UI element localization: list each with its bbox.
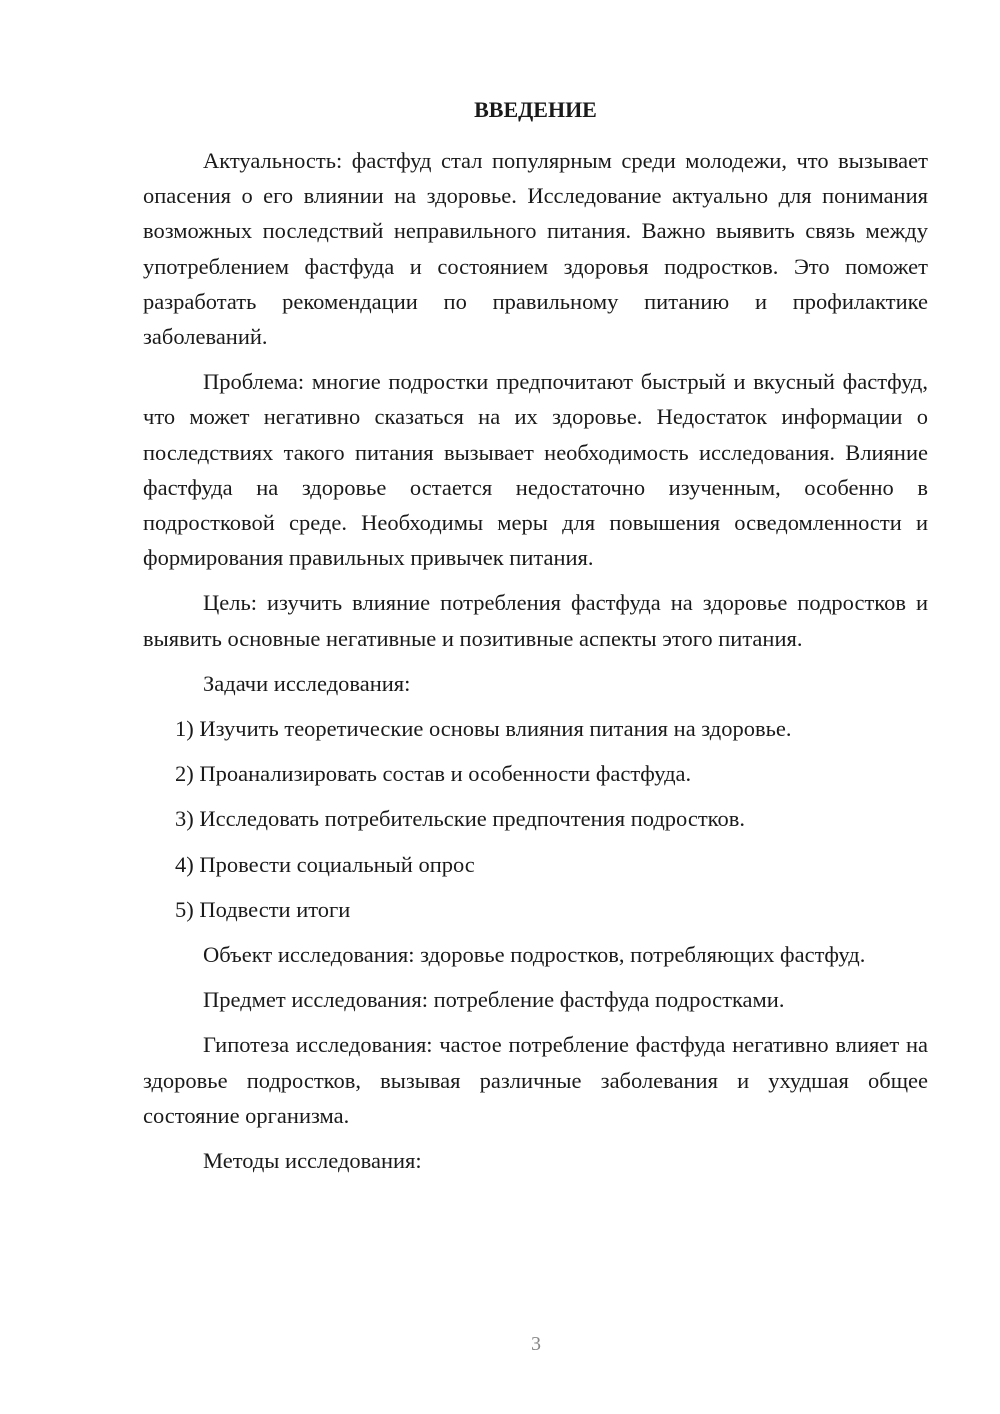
problem-paragraph: Проблема: многие подростки предпочитают быстрый и вкусный фастфуд, что может негативно сказаться на их здоровье. Недостаток информации о последствиях такого питания вызывает необходимость исследования. Влияние фастфуда на здоровье остается недостаточно изученным, особенно в подростковой среде. Необходимы меры для повышения осведомленности и формирования правильных привычек питания. bbox=[143, 369, 928, 571]
page-title: ВВЕДЕНИЕ bbox=[474, 97, 597, 122]
list-item: 2) Проанализировать состав и особенности фастфуда. bbox=[175, 761, 692, 787]
object-paragraph: Объект исследования: здоровье подростков, потребляющих фастфуд. bbox=[203, 942, 866, 968]
hypothesis-paragraph: Гипотеза исследования: частое потребление фастфуда негативно влияет на здоровье подростков, вызывая различные заболевания и ухудшая общее состояние организма. bbox=[143, 1032, 928, 1128]
list-item: 3) Исследовать потребительские предпочтения подростков. bbox=[175, 806, 745, 832]
list-item: 1) Изучить теоретические основы влияния питания на здоровье. bbox=[175, 716, 792, 742]
goal-paragraph: Цель: изучить влияние потребления фастфуда на здоровье подростков и выявить основные негативные и позитивные аспекты этого питания. bbox=[143, 590, 928, 651]
list-item: 5) Подвести итоги bbox=[175, 896, 351, 922]
page-number: 3 bbox=[531, 1333, 541, 1355]
subject-paragraph: Предмет исследования: потребление фастфуда подростками. bbox=[203, 987, 785, 1013]
tasks-heading: Задачи исследования: bbox=[203, 670, 411, 696]
relevance-paragraph: Актуальность: фастфуд стал популярным среди молодежи, что вызывает опасения о его влиянии на здоровье. Исследование актуально для понимания возможных последствий неправильного питания. Важно выявить связь между употреблением фастфуда и состоянием здоровья подростков. Это поможет разработать рекомендации по правильному питанию и профилактике заболеваний. bbox=[143, 148, 928, 350]
list-item: 4) Провести социальный опрос bbox=[175, 851, 475, 877]
methods-heading: Методы исследования: bbox=[203, 1148, 422, 1174]
document-page bbox=[143, 92, 928, 1188]
tasks-list bbox=[143, 711, 928, 927]
